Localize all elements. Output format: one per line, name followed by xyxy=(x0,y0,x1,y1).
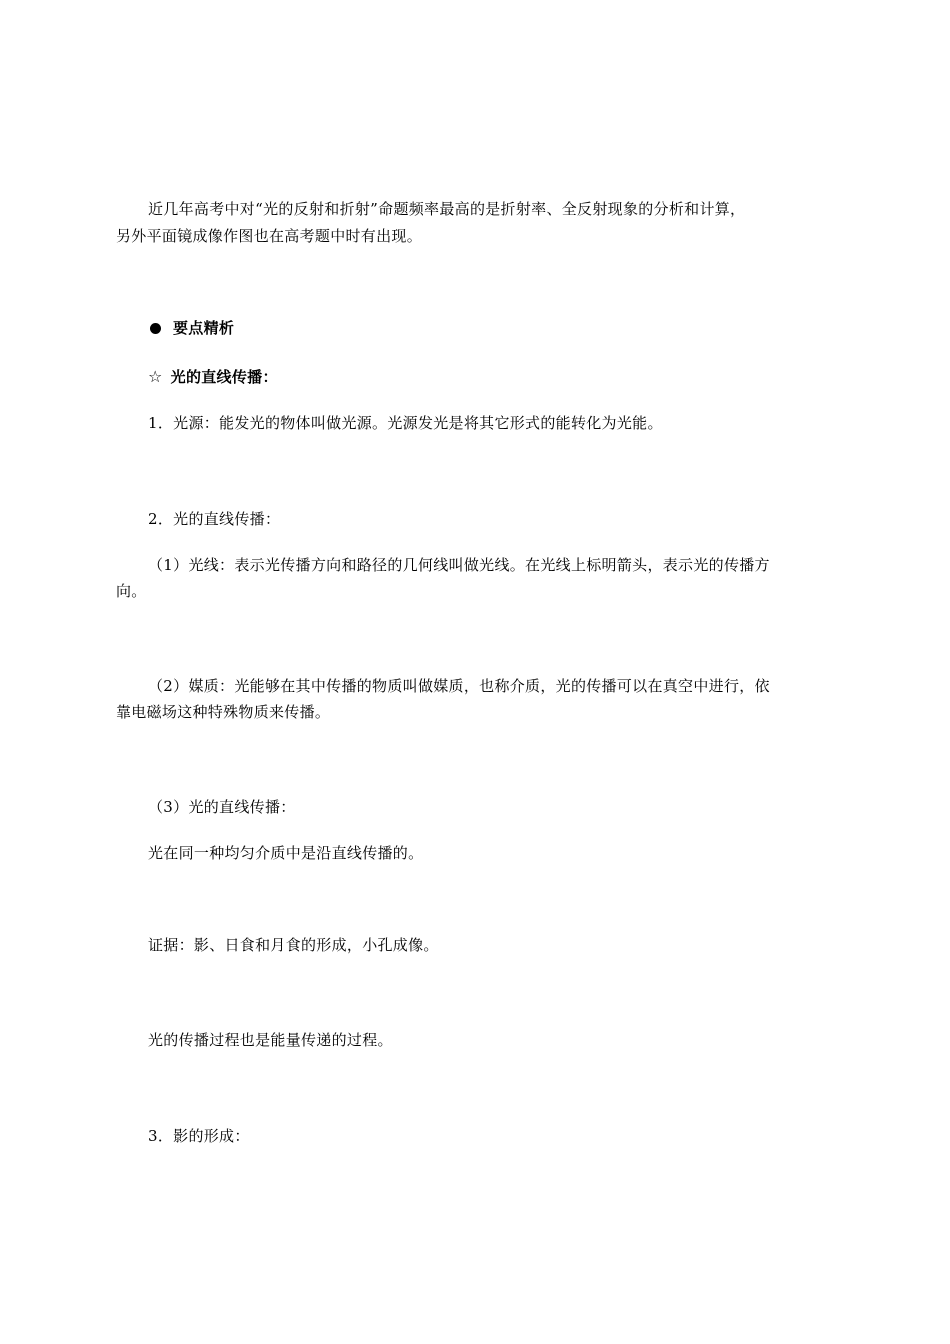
item-straight-propagation: 2．光的直线传播： xyxy=(148,510,281,528)
statement-uniform-medium: 光在同一种均匀介质中是沿直线传播的。 xyxy=(148,844,424,862)
item-shadow-formation: 3．影的形成： xyxy=(148,1127,250,1145)
statement-evidence: 证据：影、日食和月食的形成，小孔成像。 xyxy=(148,936,439,954)
item-light-ray-line-2: 向。 xyxy=(116,582,147,600)
black-circle-bullet-icon xyxy=(150,323,161,334)
star-icon: ☆ xyxy=(148,367,163,386)
item-light-ray-line-1: （1）光线：表示光传播方向和路径的几何线叫做光线。在光线上标明箭头，表示光的传播方 xyxy=(148,556,770,574)
item-rectilinear-propagation: （3）光的直线传播： xyxy=(148,798,296,816)
intro-paragraph-line-1: 近几年高考中对“光的反射和折射”命题频率最高的是折射率、全反射现象的分析和计算， xyxy=(148,200,746,218)
subsection-heading-text: 光的直线传播： xyxy=(170,368,278,386)
item-medium-line-1: （2）媒质：光能够在其中传播的物质叫做媒质，也称介质，光的传播可以在真空中进行，依 xyxy=(148,677,770,695)
intro-paragraph-line-2: 另外平面镜成像作图也在高考题中时有出现。 xyxy=(116,227,423,245)
subsection-heading xyxy=(148,364,278,390)
section-heading xyxy=(150,315,234,341)
item-light-source: 1．光源：能发光的物体叫做光源。光源发光是将其它形式的能转化为光能。 xyxy=(148,414,663,432)
statement-energy: 光的传播过程也是能量传递的过程。 xyxy=(148,1031,393,1049)
section-heading-text: 要点精析 xyxy=(173,319,235,337)
item-medium-line-2: 靠电磁场这种特殊物质来传播。 xyxy=(116,703,331,721)
